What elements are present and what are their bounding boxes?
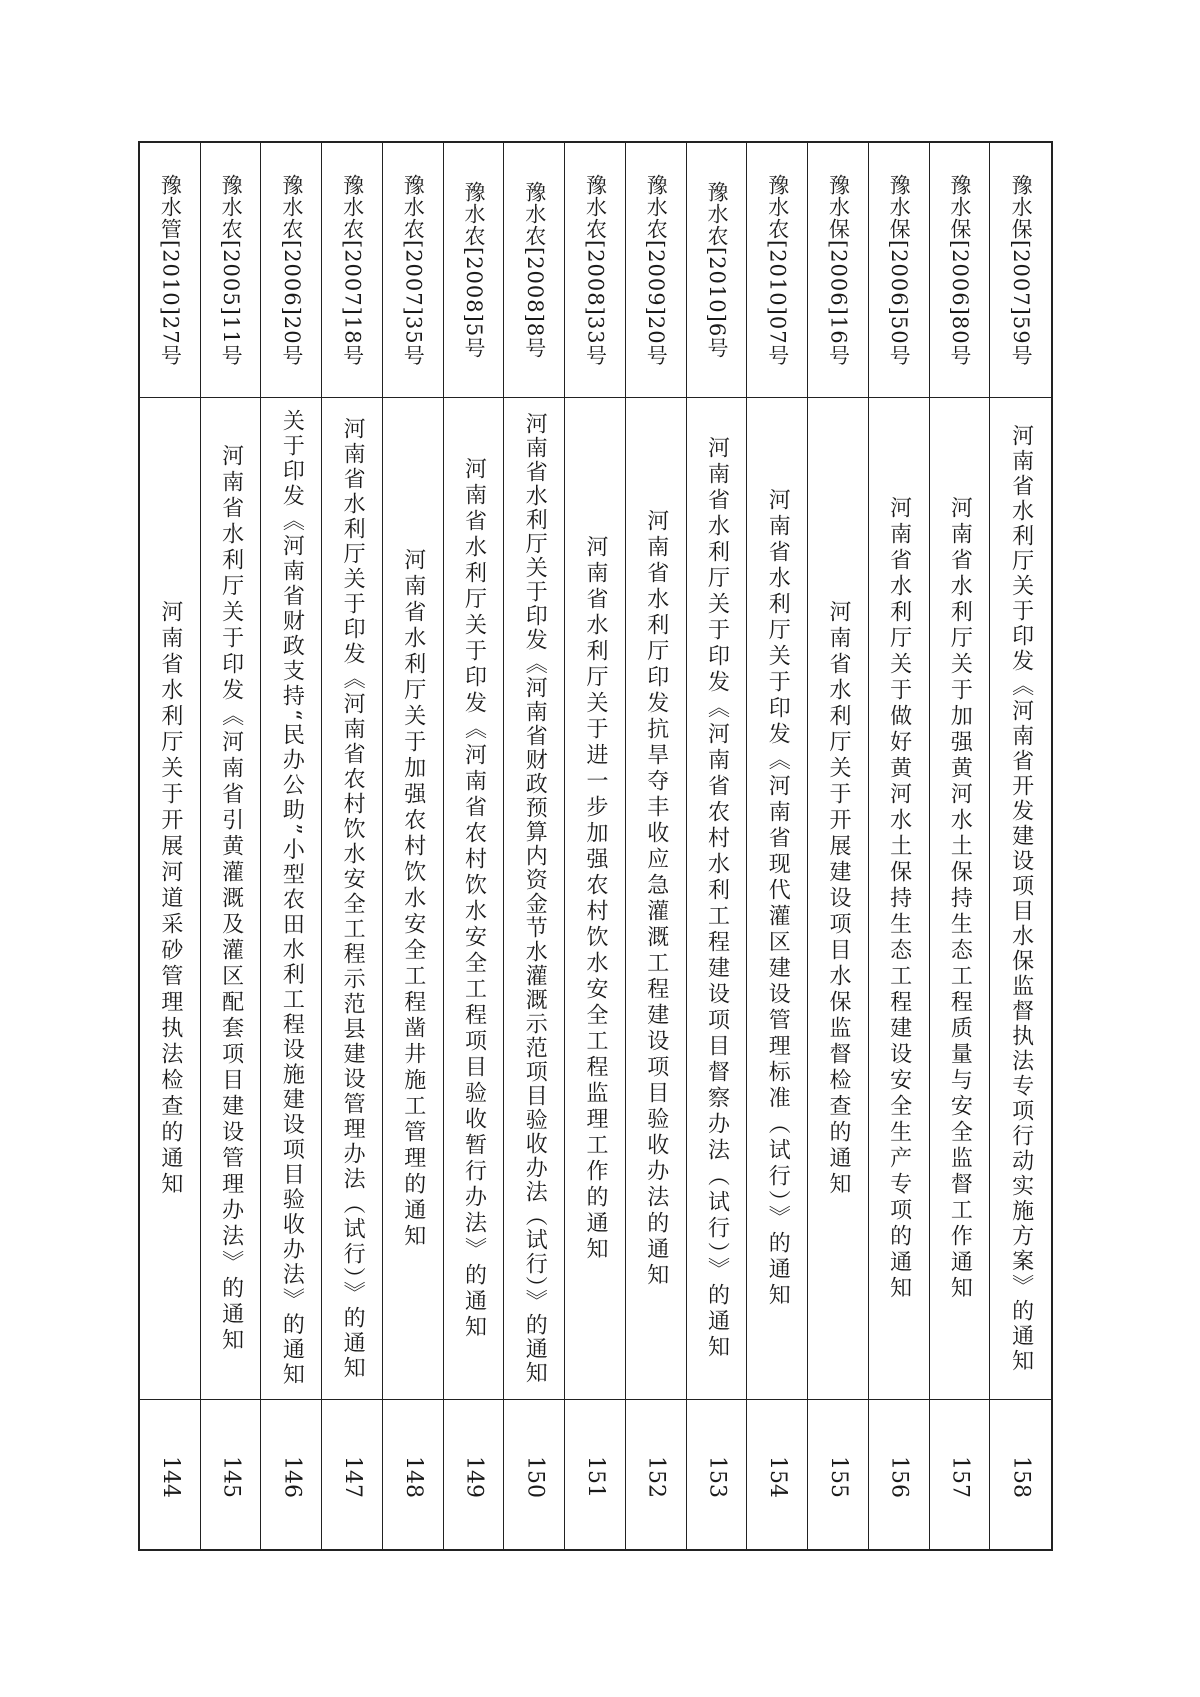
row-number-cell [322,1400,382,1553]
doc-number: 豫水农[2007]18号 [340,173,365,367]
doc-title: 河南省水利厅关于印发《河南省农村饮水安全工程示范县建设管理办法（试行）》的通知 [340,416,366,1381]
doc-title: 河南省水利厅关于印发《河南省开发建设项目水保监督执法专项行动实施方案》的通知 [1008,423,1034,1374]
doc-number: 豫水保[2006]16号 [826,173,851,367]
table-row [808,143,869,1549]
doc-number-cell [444,143,504,398]
row-number: 149 [461,1455,487,1498]
title-cell [869,398,929,1400]
row-number: 158 [1008,1455,1034,1498]
table-row [565,143,626,1549]
doc-number-cell [140,143,200,398]
document-table [138,141,1053,1551]
title-cell [930,398,990,1400]
doc-number-cell [504,143,564,398]
row-number: 153 [704,1455,730,1498]
row-number: 157 [947,1455,973,1498]
table-row [869,143,930,1549]
row-number-cell [687,1400,747,1553]
row-number: 155 [825,1455,851,1498]
doc-title: 河南省水利厅关于印发《河南省引黄灌溉及灌区配套项目建设管理办法》的通知 [218,443,244,1354]
row-number-cell [747,1400,807,1553]
row-number-cell [140,1400,200,1553]
table-row [444,143,505,1549]
doc-number: 豫水农[2010]07号 [765,173,790,367]
doc-title: 河南省水利厅关于加强黄河水土保持生态工程质量与安全监督工作通知 [947,495,973,1302]
title-cell [687,398,747,1400]
doc-number-cell [383,143,443,398]
doc-number-cell [322,143,382,398]
row-number-cell [565,1400,625,1553]
table-row [626,143,687,1549]
doc-number-cell [261,143,321,398]
doc-number: 豫水农[2008]33号 [583,173,608,367]
title-cell [322,398,382,1400]
table-row [504,143,565,1549]
row-number: 151 [583,1455,608,1498]
doc-title: 河南省水利厅印发抗旱夺丰收应急灌溉工程建设项目验收办法的通知 [643,508,669,1289]
row-number-cell [808,1400,868,1553]
doc-title: 关于印发《河南省财政支持“民办公助”小型农田水利工程设施建设项目验收办法》的通知 [279,409,305,1388]
doc-number: 豫水农[2008]8号 [522,180,547,360]
doc-number: 豫水农[2009]20号 [644,173,669,367]
table-row [930,143,991,1549]
title-cell [990,398,1051,1400]
table-row [747,143,808,1549]
title-cell [140,398,200,1400]
row-number-cell [504,1400,564,1553]
doc-number: 豫水管[2010]27号 [158,173,183,367]
table-row [990,143,1051,1549]
row-number: 146 [279,1455,305,1498]
doc-number: 豫水农[2008]5号 [462,180,487,360]
row-number-cell [261,1400,321,1553]
table-row [687,143,748,1549]
doc-title: 河南省水利厅关于印发《河南省农村水利工程建设项目督察办法（试行）》的通知 [704,436,730,1361]
doc-title: 河南省水利厅关于加强农村饮水安全工程凿井施工管理的通知 [400,547,426,1250]
title-cell [565,398,625,1400]
table-row [261,143,322,1549]
doc-title: 河南省水利厅关于印发《河南省现代灌区建设管理标准（试行）》的通知 [765,488,791,1309]
row-number: 150 [522,1455,548,1498]
doc-number: 豫水农[2010]6号 [704,180,729,360]
row-number: 156 [886,1455,912,1498]
doc-number-cell [201,143,261,398]
doc-number-cell [808,143,868,398]
title-cell [808,398,868,1400]
row-number-cell [990,1400,1051,1553]
doc-title: 河南省水利厅关于印发《河南省财政预算内资金节水灌溉示范项目验收办法（试行）》的通知 [522,412,548,1385]
row-number: 145 [218,1455,244,1498]
table-row [322,143,383,1549]
title-cell [383,398,443,1400]
table-row [383,143,444,1549]
table-row [140,143,201,1549]
doc-number: 豫水保[2006]80号 [947,173,972,367]
row-number-cell [444,1400,504,1553]
title-cell [444,398,504,1400]
doc-number-cell [990,143,1051,398]
title-cell [261,398,321,1400]
doc-number: 豫水农[2005]11号 [219,173,244,367]
doc-number: 豫水农[2006]20号 [279,173,304,367]
doc-number-cell [687,143,747,398]
doc-number-cell [930,143,990,398]
row-number-cell [201,1400,261,1553]
row-number: 152 [643,1455,669,1498]
row-number: 147 [340,1455,366,1498]
doc-title: 河南省水利厅关于开展建设项目水保监督检查的通知 [825,599,851,1198]
row-number-cell [626,1400,686,1553]
doc-title: 河南省水利厅关于印发《河南省农村饮水安全工程项目验收暂行办法》的通知 [461,456,487,1341]
doc-number-cell [869,143,929,398]
doc-number: 豫水保[2007]59号 [1009,173,1034,367]
row-number: 148 [400,1455,426,1498]
title-cell [626,398,686,1400]
title-cell [201,398,261,1400]
doc-number: 豫水农[2007]35号 [401,173,426,367]
title-cell [504,398,564,1400]
row-number: 144 [157,1455,183,1498]
doc-number: 豫水保[2006]50号 [887,173,912,367]
row-number: 154 [765,1455,791,1498]
title-cell [747,398,807,1400]
doc-number-cell [565,143,625,398]
doc-title: 河南省水利厅关于开展河道采砂管理执法检查的通知 [157,599,183,1198]
row-number-cell [383,1400,443,1553]
doc-number-cell [626,143,686,398]
row-number-cell [869,1400,929,1553]
row-number-cell [930,1400,990,1553]
doc-title: 河南省水利厅关于做好黄河水土保持生态工程建设安全生产专项的通知 [886,495,912,1302]
doc-title: 河南省水利厅关于进一步加强农村饮水安全工程监理工作的通知 [583,534,608,1263]
doc-number-cell [747,143,807,398]
table-row [201,143,262,1549]
